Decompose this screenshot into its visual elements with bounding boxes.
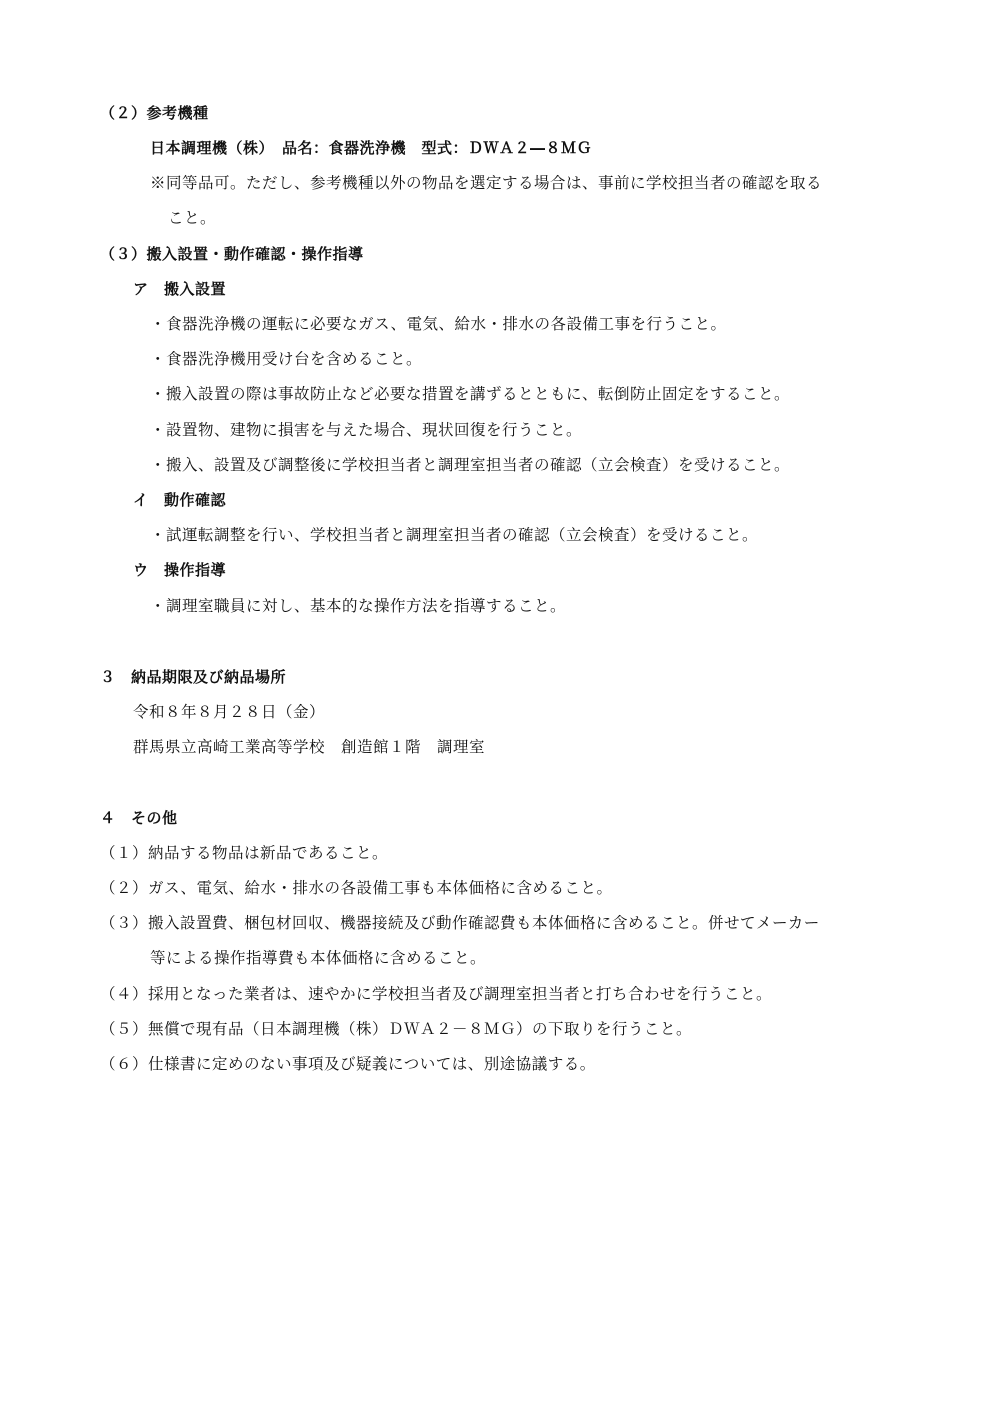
operation-check-item: ・試運転調整を行い、学校担当者と調理室担当者の確認（立会検査）を受けること。 bbox=[150, 526, 759, 544]
subsection-u-heading: ウ 操作指導 bbox=[133, 561, 227, 579]
delivery-heading: ３ 納品期限及び納品場所 bbox=[100, 668, 287, 686]
installation-item: ・搬入設置の際は事故防止など必要な措置を講ずるとともに、転倒防止固定をすること。 bbox=[150, 385, 791, 403]
other-item: （１）納品する物品は新品であること。 bbox=[100, 844, 389, 862]
section-2-heading: （２）参考機種 bbox=[100, 104, 209, 122]
installation-item: ・食器洗浄機の運転に必要なガス、電気、給水・排水の各設備工事を行うこと。 bbox=[150, 315, 727, 333]
installation-item: ・食器洗浄機用受け台を含めること。 bbox=[150, 350, 423, 368]
installation-item: ・設置物、建物に損害を与えた場合、現状回復を行うこと。 bbox=[150, 421, 583, 439]
delivery-date: 令和８年８月２８日（金） bbox=[133, 703, 326, 721]
installation-item: ・搬入、設置及び調整後に学校担当者と調理室担当者の確認（立会検査）を受けること。 bbox=[150, 456, 791, 474]
subsection-a-heading: ア 搬入設置 bbox=[133, 280, 227, 298]
section-3-heading: （３）搬入設置・動作確認・操作指導 bbox=[100, 245, 364, 263]
delivery-place: 群馬県立高崎工業高等学校 創造館１階 調理室 bbox=[133, 738, 486, 756]
other-item: （６）仕様書に定めのない事項及び疑義については、別途協議する。 bbox=[100, 1055, 596, 1073]
other-item: （２）ガス、電気、給水・排水の各設備工事も本体価格に含めること。 bbox=[100, 879, 613, 897]
other-item: （４）採用となった業者は、速やかに学校担当者及び調理室担当者と打ち合わせを行うこと。 bbox=[100, 985, 773, 1003]
reference-model-line: 日本調理機（株） 品名：食器洗浄機 型式：ＤＷＡ２―８ＭＧ bbox=[150, 139, 593, 157]
other-item: （３）搬入設置費、梱包材回収、機器接続及び動作確認費も本体価格に含めること。併せてメーカー bbox=[100, 914, 820, 932]
subsection-i-heading: イ 動作確認 bbox=[133, 491, 227, 509]
equivalent-note-line2: こと。 bbox=[168, 209, 217, 227]
other-heading: ４ その他 bbox=[100, 809, 178, 827]
other-item: （５）無償で現有品（日本調理機（株）ＤＷＡ２－８ＭＧ）の下取りを行うこと。 bbox=[100, 1020, 693, 1038]
operation-guidance-item: ・調理室職員に対し、基本的な操作方法を指導すること。 bbox=[150, 597, 567, 615]
equivalent-note-line1: ※同等品可。ただし、参考機種以外の物品を選定する場合は、事前に学校担当者の確認を取る bbox=[150, 174, 823, 192]
other-item-continued: 等による操作指導費も本体価格に含めること。 bbox=[150, 949, 487, 967]
